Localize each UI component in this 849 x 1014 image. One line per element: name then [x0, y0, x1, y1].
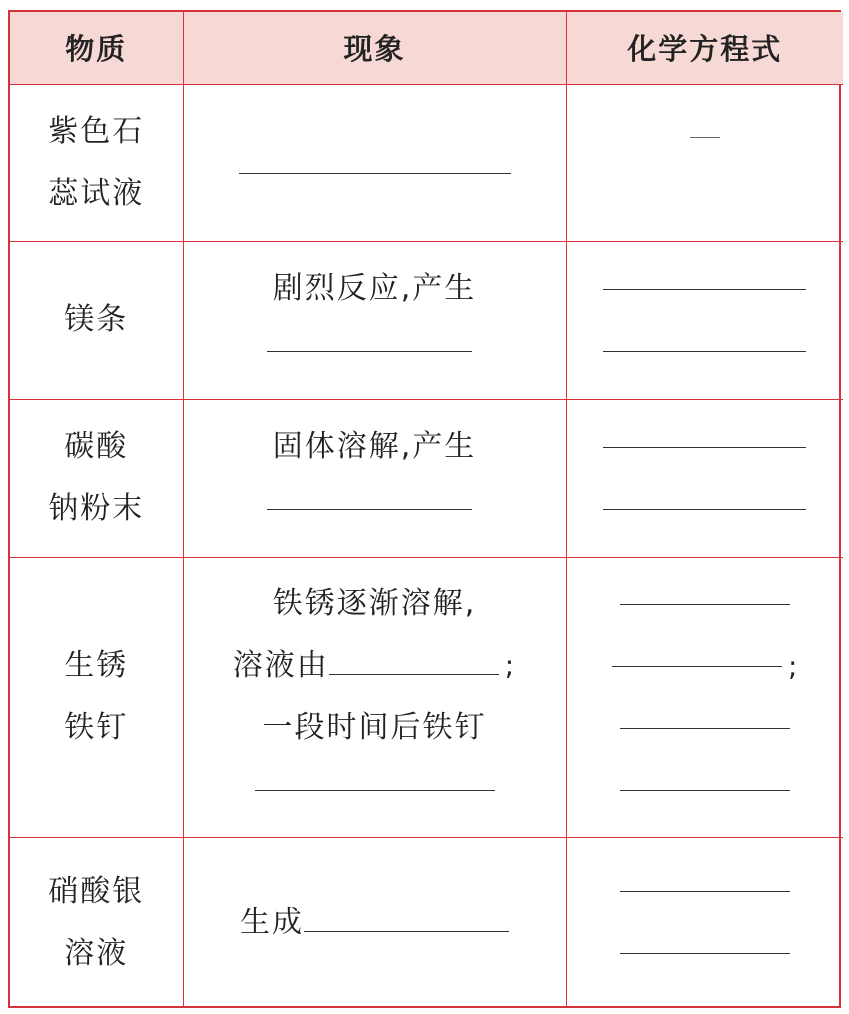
equation-blank[interactable]	[603, 351, 806, 352]
equation-blank[interactable]	[603, 447, 806, 448]
equation-blank[interactable]	[620, 891, 790, 892]
not-applicable-dash	[690, 137, 720, 138]
phenomenon-text: 铁锈逐渐溶解,	[272, 586, 477, 621]
table-row	[10, 241, 843, 399]
answer-blank[interactable]	[255, 790, 495, 791]
equation-blank[interactable]	[620, 604, 790, 605]
table-row	[10, 84, 843, 241]
equation-blank[interactable]	[603, 509, 806, 510]
equation-blank[interactable]	[612, 666, 782, 667]
substance-name: 碳酸 钠粉末	[48, 429, 145, 526]
equation-blank[interactable]	[620, 728, 790, 729]
answer-blank[interactable]	[304, 901, 509, 932]
header-substance: 物质	[10, 12, 183, 84]
header-row	[10, 12, 843, 84]
equation-cell	[566, 837, 843, 1008]
table-row	[10, 837, 843, 1008]
answer-blank[interactable]	[267, 509, 472, 510]
substance-cell	[10, 557, 183, 837]
phenomenon-cell	[183, 84, 566, 241]
equation-blank[interactable]	[620, 953, 790, 954]
table-row	[10, 557, 843, 837]
equation-cell	[566, 84, 843, 241]
phenomenon-text-with-blank: 生成	[240, 892, 509, 954]
phenomenon-cell	[183, 837, 566, 1008]
experiment-table-frame	[8, 10, 841, 1008]
header-equation: 化学方程式	[566, 12, 843, 84]
substance-cell	[10, 837, 183, 1008]
phenomenon-text-with-blank: 溶液由 ;	[233, 635, 516, 697]
equation-cell	[566, 241, 843, 399]
equation-cell: ;	[566, 557, 843, 837]
equation-cell	[566, 399, 843, 557]
phenomenon-text: 一段时间后铁钉	[262, 710, 487, 745]
phenomenon-cell	[183, 399, 566, 557]
phenomenon-cell	[183, 557, 566, 837]
substance-name: 硝酸银 溶液	[48, 873, 145, 971]
substance-name: 镁条	[64, 302, 129, 337]
table-row	[10, 399, 843, 557]
phenomenon-text: 剧烈反应,产生	[272, 271, 477, 306]
header-phenomenon: 现象	[183, 12, 566, 84]
equation-blank[interactable]	[620, 790, 790, 791]
substance-cell	[10, 399, 183, 557]
answer-blank[interactable]	[239, 173, 511, 174]
phenomenon-text: 固体溶解,产生	[272, 429, 477, 464]
substance-cell	[10, 84, 183, 241]
answer-blank[interactable]	[329, 644, 499, 675]
phenomenon-cell	[183, 241, 566, 399]
answer-blank[interactable]	[267, 351, 472, 352]
substance-name: 生锈 铁钉	[64, 648, 129, 745]
substance-cell	[10, 241, 183, 399]
experiment-table	[10, 12, 843, 1008]
equation-blank[interactable]	[603, 289, 806, 290]
substance-name: 紫色石 蕊试液	[48, 113, 145, 211]
